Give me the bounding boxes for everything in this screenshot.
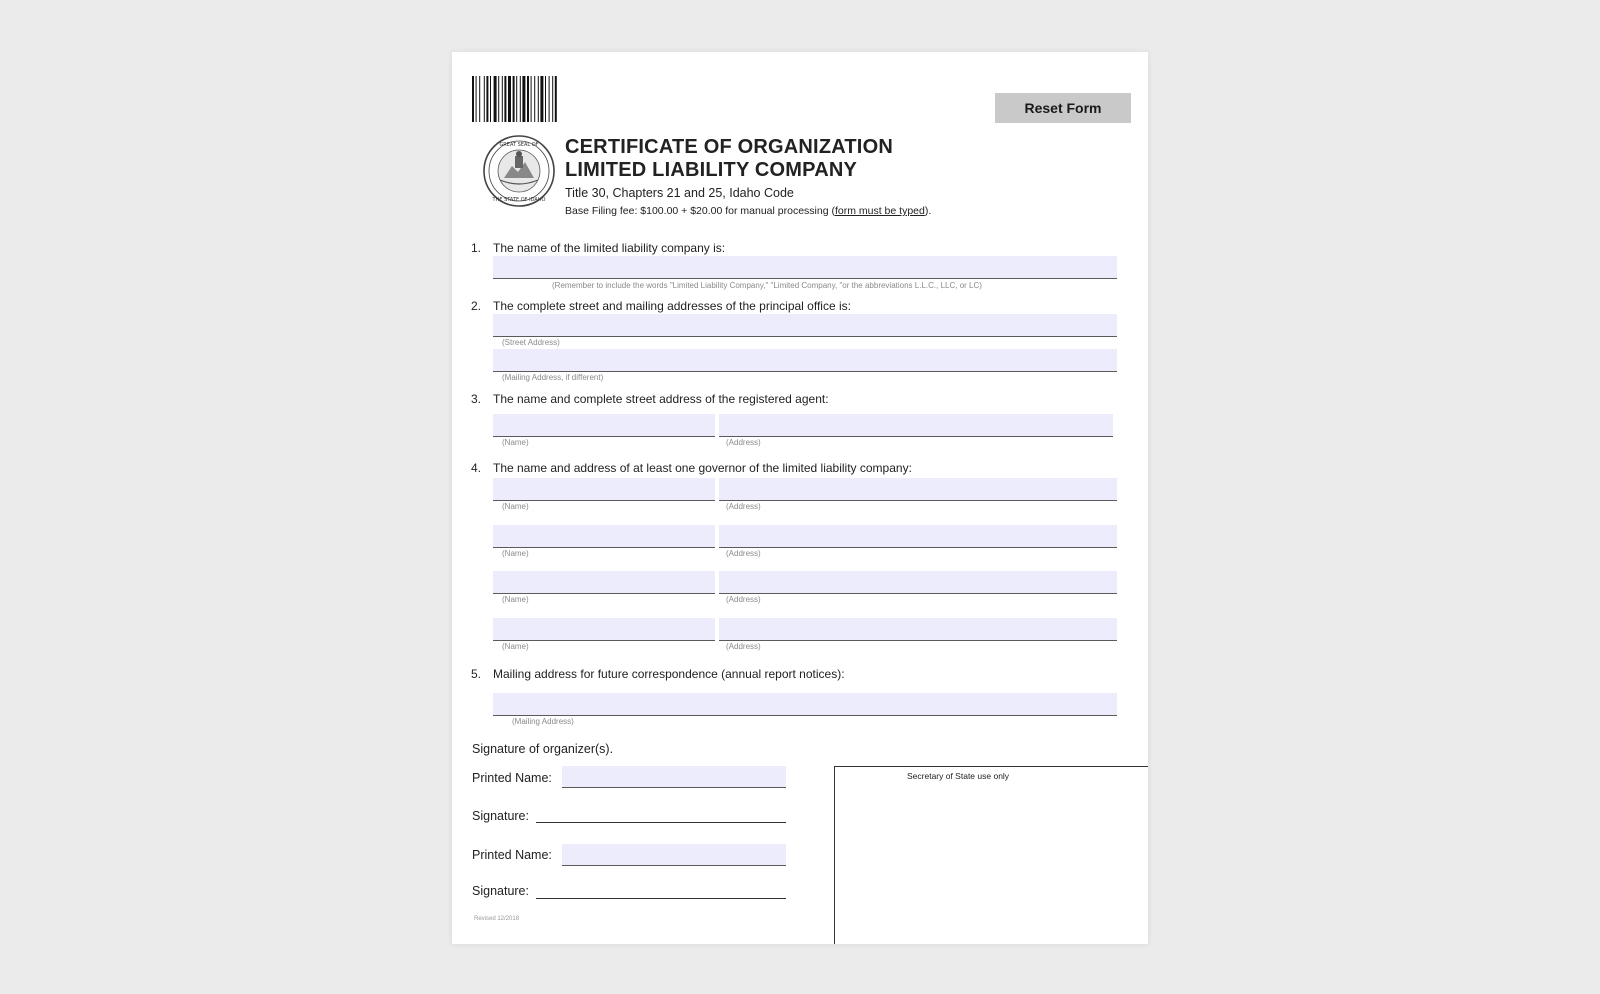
correspondence-address-input[interactable] xyxy=(493,693,1117,716)
filing-fee-text xyxy=(565,205,931,217)
barcode-icon xyxy=(472,76,610,122)
address-caption: (Address) xyxy=(726,438,761,447)
form-page xyxy=(452,52,1148,944)
governor-address-input[interactable] xyxy=(719,618,1117,641)
signature-heading: Signature of organizer(s). xyxy=(472,742,614,756)
question-number: 1. xyxy=(471,241,482,255)
agent-name-input[interactable] xyxy=(493,414,715,437)
signature-line[interactable] xyxy=(536,898,786,899)
title-line-2: LIMITED LIABILITY COMPANY xyxy=(565,159,858,181)
street-address-caption: (Street Address) xyxy=(502,338,560,347)
title-line-1: CERTIFICATE OF ORGANIZATION xyxy=(565,136,893,158)
governor-name-input[interactable] xyxy=(493,618,715,641)
sos-label: Secretary of State use only xyxy=(907,771,1010,781)
llc-name-input[interactable] xyxy=(493,256,1117,279)
llc-name-hint: (Remember to include the words "Limited Liability Company," "Limited Company, "or the abbreviations L.L.C., LLC, or LC) xyxy=(552,281,982,290)
mailing-address-caption: (Mailing Address) xyxy=(512,717,574,726)
address-caption: (Address) xyxy=(726,595,761,604)
fee-suffix: ). xyxy=(924,205,932,217)
secretary-of-state-box xyxy=(834,766,1148,944)
name-caption: (Name) xyxy=(502,595,529,604)
governor-name-input[interactable] xyxy=(493,571,715,594)
question-number: 4. xyxy=(471,461,482,475)
form-title xyxy=(565,136,893,182)
printed-name-label: Printed Name: xyxy=(472,848,552,862)
svg-text:THE STATE OF IDAHO: THE STATE OF IDAHO xyxy=(492,197,546,203)
printed-name-input[interactable] xyxy=(562,766,786,788)
reset-form-button[interactable]: Reset Form xyxy=(995,93,1131,123)
governor-address-input[interactable] xyxy=(719,571,1117,594)
address-caption: (Address) xyxy=(726,502,761,511)
signature-label: Signature: xyxy=(472,884,529,898)
name-caption: (Name) xyxy=(502,549,529,558)
state-seal-icon xyxy=(482,134,556,208)
printed-name-label: Printed Name: xyxy=(472,771,552,785)
question-3-label: The name and complete street address of the registered agent: xyxy=(493,392,829,406)
signature-line[interactable] xyxy=(536,822,786,823)
address-caption: (Address) xyxy=(726,642,761,651)
fee-prefix: Base Filing fee: $100.00 + $20.00 for manual processing ( xyxy=(565,205,835,217)
svg-text:GREAT SEAL OF: GREAT SEAL OF xyxy=(499,142,539,148)
governor-address-input[interactable] xyxy=(719,478,1117,501)
name-caption: (Name) xyxy=(502,642,529,651)
question-5-label: Mailing address for future correspondence (annual report notices): xyxy=(493,667,845,681)
revision-date: Revised 12/2018 xyxy=(474,916,520,922)
name-caption: (Name) xyxy=(502,502,529,511)
statute-reference: Title 30, Chapters 21 and 25, Idaho Code xyxy=(565,186,794,200)
governor-address-input[interactable] xyxy=(719,525,1117,548)
mailing-address-input[interactable] xyxy=(493,349,1117,372)
address-caption: (Address) xyxy=(726,549,761,558)
form-must-be-typed-link[interactable]: form must be typed xyxy=(834,205,925,217)
street-address-input[interactable] xyxy=(493,314,1117,337)
question-number: 2. xyxy=(471,299,482,313)
question-number: 3. xyxy=(471,392,482,406)
name-caption: (Name) xyxy=(502,438,529,447)
governor-name-input[interactable] xyxy=(493,478,715,501)
mailing-address-caption: (Mailing Address, if different) xyxy=(502,373,604,382)
question-2-label: The complete street and mailing addresses of the principal office is: xyxy=(493,299,851,313)
signature-label: Signature: xyxy=(472,809,529,823)
question-number: 5. xyxy=(471,667,482,681)
agent-address-input[interactable] xyxy=(719,414,1113,437)
question-4-label: The name and address of at least one governor of the limited liability company: xyxy=(493,461,912,475)
question-1-label: The name of the limited liability company is: xyxy=(493,241,726,255)
printed-name-input[interactable] xyxy=(562,844,786,866)
governor-name-input[interactable] xyxy=(493,525,715,548)
